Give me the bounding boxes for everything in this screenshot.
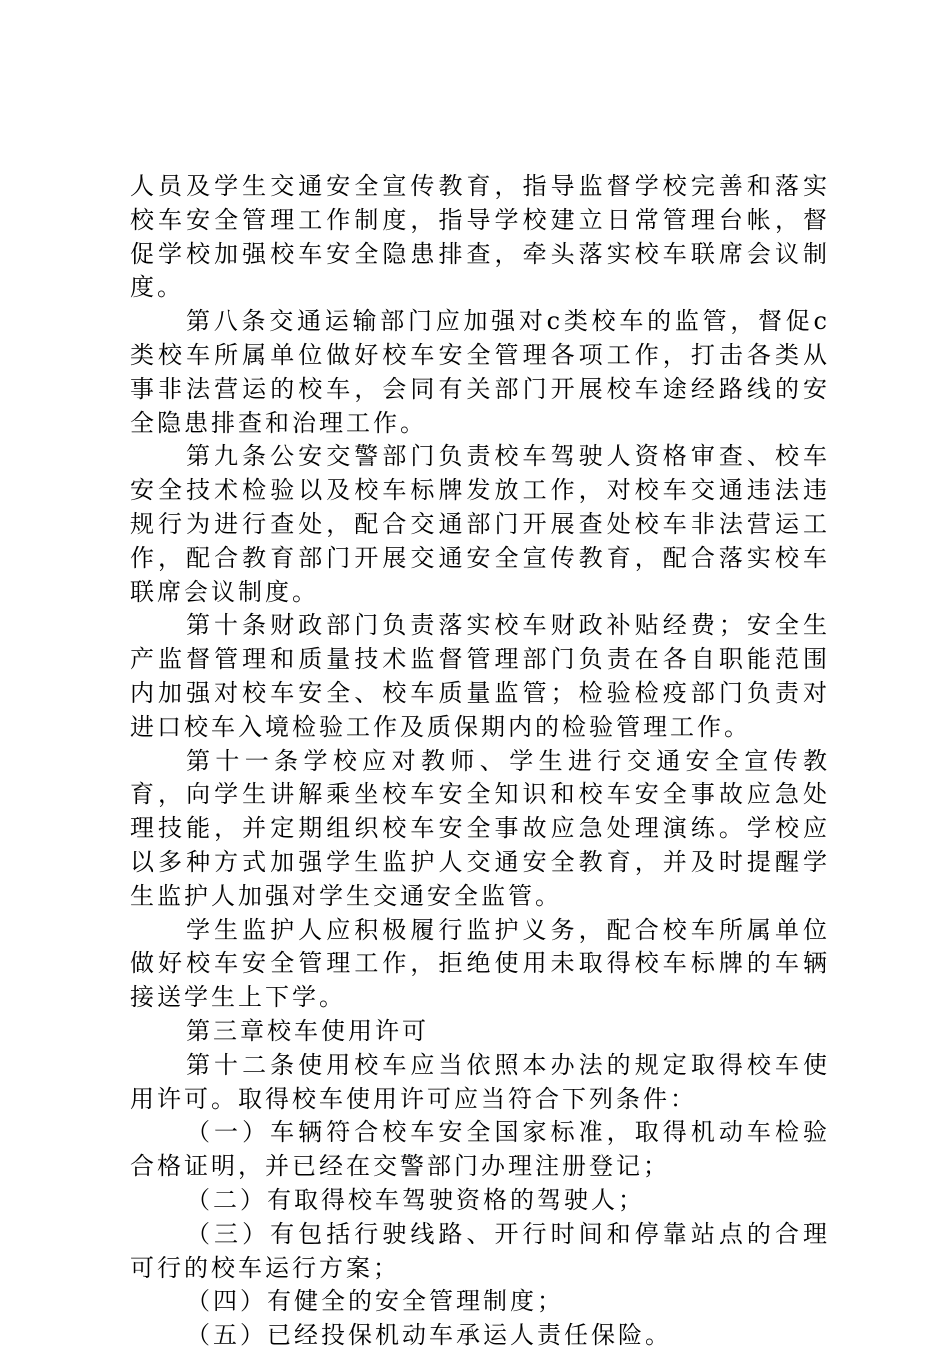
paragraph-article-12: 第十二条使用校车应当依照本办法的规定取得校车使用许可。取得校车使用许可应当符合下列条件：	[130, 1050, 830, 1113]
paragraph-article-10: 第十条财政部门负责落实校车财政补贴经费；安全生产监督管理和质量技术监督管理部门负责在各自职能范围内加强对校车安全、校车质量监管；检验检疫部门负责对进口校车入境检验工作及质保期内的检验管理工作。	[130, 611, 830, 741]
paragraph-article-9: 第九条公安交警部门负责校车驾驶人资格审查、校车安全技术检验以及校车标牌发放工作，对校车交通违法违规行为进行查处，配合交通部门开展查处校车非法营运工作，配合教育部门开展交通安全宣传教育，配合落实校车联席会议制度。	[130, 442, 830, 606]
paragraph-article-11: 第十一条学校应对教师、学生进行交通安全宣传教育，向学生讲解乘坐校车安全知识和校车安全事故应急处理技能，并定期组织校车安全事故应急处理演练。学校应以多种方式加强学生监护人交通安全教育，并及时提醒学生监护人加强对学生交通安全监管。	[130, 746, 830, 910]
list-item-condition-3: （三）有包括行驶线路、开行时间和停靠站点的合理可行的校车运行方案；	[130, 1219, 830, 1282]
paragraph-continuation: 人员及学生交通安全宣传教育，指导监督学校完善和落实校车安全管理工作制度，指导学校建立日常管理台帐，督促学校加强校车安全隐患排查，牵头落实校车联席会议制度。	[130, 172, 830, 302]
paragraph-article-8: 第八条交通运输部门应加强对c类校车的监管，督促c类校车所属单位做好校车安全管理各项工作，打击各类从事非法营运的校车，会同有关部门开展校车途经路线的安全隐患排查和治理工作。	[130, 307, 830, 437]
list-item-condition-1: （一）车辆符合校车安全国家标准，取得机动车检验合格证明，并已经在交警部门办理注册登记；	[130, 1118, 830, 1181]
paragraph-guardian-duty: 学生监护人应积极履行监护义务，配合校车所属单位做好校车安全管理工作，拒绝使用未取得校车标牌的车辆接送学生上下学。	[130, 915, 830, 1012]
list-item-condition-2: （二）有取得校车驾驶资格的驾驶人；	[186, 1185, 645, 1214]
chapter-heading: 第三章校车使用许可	[186, 1016, 429, 1045]
list-item-condition-5: （五）已经投保机动车承运人责任保险。	[186, 1321, 672, 1350]
list-item-condition-4: （四）有健全的安全管理制度；	[186, 1287, 564, 1316]
document-body	[130, 170, 830, 1353]
